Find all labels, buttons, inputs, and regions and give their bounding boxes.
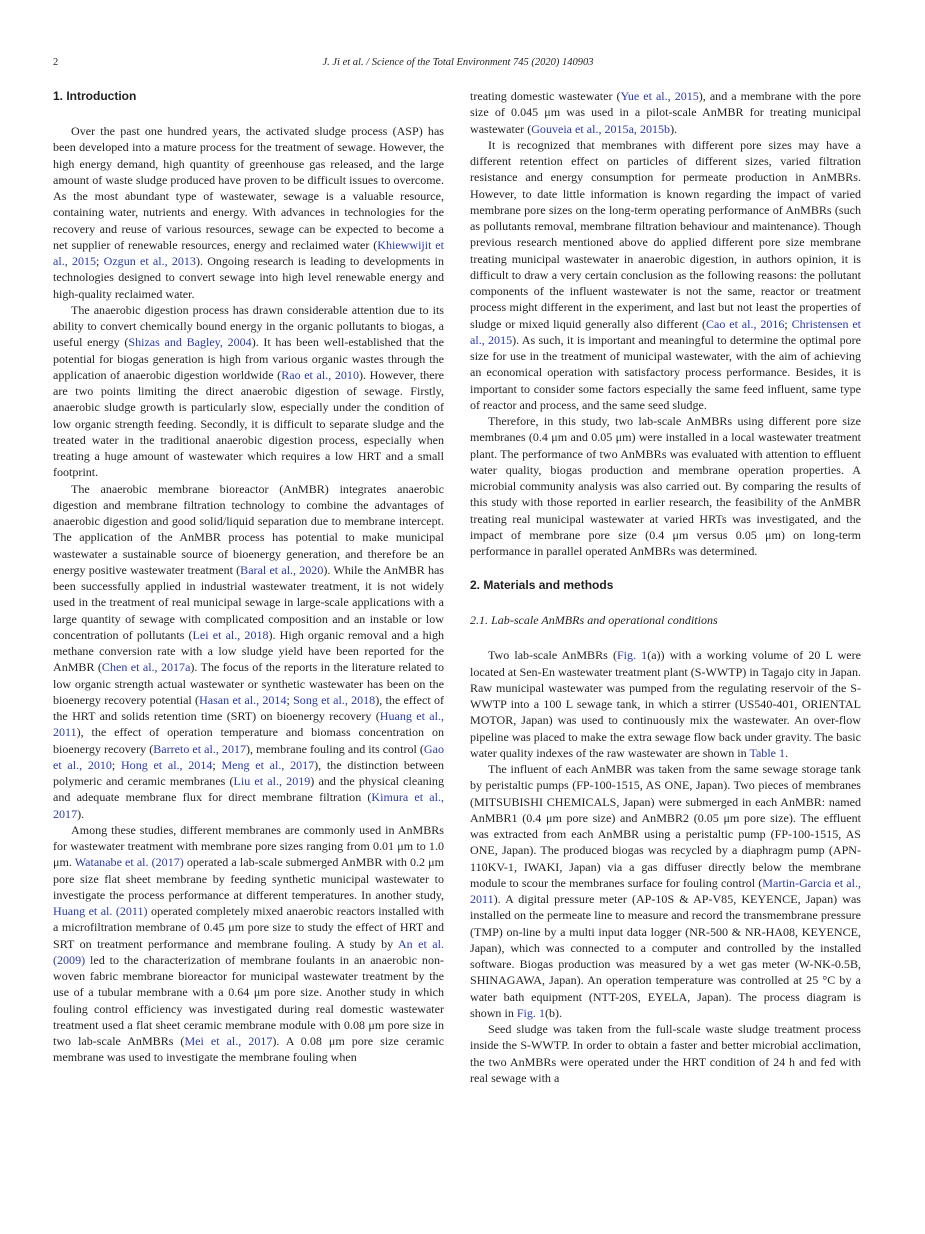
text-run: (a)) with a working volume of 20 L were located at Sen-En wastewater treatment plant (S-WWTP) in Tagajo city in Japan. Raw municipal wastewater was pumped from the regulating reservoir of the S-WWTP into a 100 L sewage tank, in which a stirrer (US540-401, ORIENTAL MOTOR, Japan) was used to continuously mix the wastewater. An over-flow pipeline was placed to make the extra sewage flow back under gravity. The basic water quality indexes of the raw wastewater are shown in xyxy=(470,648,861,760)
text-run: Over the past one hundred years, the activated sludge process (ASP) has been developed into a mature process for the treatment of sewage. However, the high energy demand, high quantity of greenhouse gas released, and the large amount of waste sludge produced have proven to be difficult issues to overcome. As the most abundant type of wastewater, sewage is a valuable resource, containing water, nutrients and energy. With advances in technologies for the recovery and reuse of various resources, sewage can be expected to become a net supplier of renewable resources, energy and reclaimed water ( xyxy=(53,124,444,252)
section-heading-introduction: 1. Introduction xyxy=(53,89,137,103)
text-run: Two lab-scale AnMBRs ( xyxy=(488,648,617,663)
text-run: ; xyxy=(96,254,104,268)
text-run: ), the effect of the HRT and solids retention time (SRT) on bioenergy recovery ( xyxy=(53,692,444,723)
citation-link[interactable]: Cao et al., 2016 xyxy=(706,316,785,331)
citation-link[interactable]: Gouveia et al., 2015a, 2015b xyxy=(531,121,671,136)
text-run: ). A digital pressure meter (AP-10S & AP-V85, KEYENCE, Japan) was installed on the permeate line to measure and record the transmembrane pressure (TMP) on-line by a multi input data logger (NR-500 & NR-HA08, KEYENCE, Japan), which was connected to a computer and controlled by the installed software. Biogas production was measured by a wet gas meter (W-NK-0.5B, SHINAGAWA, Japan). An operation temperature was controlled at 25 °C by a water bath equipment (NTT-20S, EYELA, Japan). The process diagram is shown in xyxy=(470,892,861,1020)
citation-link[interactable]: Huang et al., 2011 xyxy=(53,709,444,740)
paragraph xyxy=(470,88,861,137)
citation-link[interactable]: Martin-Garcia et al., 2011 xyxy=(470,875,861,906)
text-run: ; xyxy=(111,757,121,772)
section-heading-materials-methods: 2. Materials and methods xyxy=(470,578,614,593)
paragraph xyxy=(470,761,861,1021)
text-run: The anaerobic membrane bioreactor (AnMBR) integrates anaerobic digestion and membrane filtration technology to combine the advantages of anaerobic digestion and good solid/liquid separation due to membrane intercept. The application of the AnMBR process has potential to make municipal wastewater a sustainable source of bioenergy generation, and therefore be an energy positive wastewater treatment ( xyxy=(53,481,444,577)
citation-link[interactable]: Rao et al., 2010 xyxy=(281,367,359,382)
text-run: ), membrane fouling and its control ( xyxy=(246,741,424,756)
text-run: operated a lab-scale submerged AnMBR with 0.2 μm pore size flat sheet membrane by feeding synthetic municipal wastewater to investigate the process performance at different temperatures. In another study, xyxy=(53,855,444,902)
text-run: ; xyxy=(784,316,792,331)
text-run: The anaerobic digestion process has drawn considerable attention due to its ability to convert chemically bound energy in the organic pollutants to biogas, a useful energy ( xyxy=(53,302,444,350)
paragraph xyxy=(53,123,444,302)
paragraph xyxy=(470,137,861,413)
text-run: Seed sludge was taken from the full-scale waste sludge treatment process inside the S-WWTP. In order to obtain a faster and better microbial acclimation, the two AnMBRs were operated under the HRT condition of 24 h and fed with real sewage with a xyxy=(470,1022,861,1085)
text-run: ). Ongoing research is leading to developments in technologies designed to convert sewage into high level renewable energy and high-quality reclaimed water. xyxy=(53,254,444,301)
paragraph xyxy=(53,302,444,481)
text-run: ). A 0.08 μm pore size ceramic membrane was used to investigate the membrane fouling when xyxy=(53,1034,444,1065)
text-run: ). As such, it is important and meaningful to determine the optimal pore size for use in the treatment of municipal wastewater, with the aim of achieving an economical operation with satisfactory process performance. Besides, it is important to consider some factors especially the same feed influent, same type of reactor and process, and the same seed sludge. xyxy=(470,332,861,412)
citation-link[interactable]: Fig. 1 xyxy=(616,648,648,663)
citation-link[interactable]: Hong et al., 2014 xyxy=(120,757,213,772)
text-run: ). While the AnMBR has been successfully applied in industrial wastewater treatment, it is not widely used in the treatment of real municipal sewage in large-scale applications with a large quantity of sewage with complicated composition and an instable or low concentration of pollutants ( xyxy=(53,562,444,642)
text-run: operated completely mixed anaerobic reactors installed with a microfiltration membrane of 0.45 μm pore size to study the effect of HRT and SRT on treatment performance and membrane fouling. A study by xyxy=(53,904,444,951)
left-column xyxy=(53,88,444,1066)
citation-link[interactable]: Huang et al. (2011) xyxy=(53,904,148,918)
citation-link[interactable]: Song et al., 2018 xyxy=(293,692,376,707)
citation-link[interactable]: Barreto et al., 2017 xyxy=(153,741,247,756)
text-run: ; xyxy=(286,692,294,707)
citation-link[interactable]: An et al. (2009) xyxy=(53,936,444,967)
citation-link[interactable]: Baral et al., 2020 xyxy=(240,562,324,577)
citation-link[interactable]: Table 1 xyxy=(749,745,786,760)
text-run: Therefore, in this study, two lab-scale AnMBRs using different pore size membranes (0.4 μm and 0.05 μm) were installed in a local wastewater treatment plant. The performance of two AnMBRs was evaluated with attention to effluent water quality, biogas production and membrane operation properties. A microbial community analysis was also carried out. By comparing the results of this study with those reported in earlier research, the feasibility of the AnMBR treating real municipal wastewater at varied HRTs was investigated, and the impact of membrane pore size (0.4 μm versus 0.05 μm) on long-term performance in parallel operated AnMBRs was determined. xyxy=(470,414,861,558)
text-run: led to the characterization of membrane foulants in an anaerobic non-woven fabric membrane bioreactor for municipal wastewater treatment by the use of a tubular membrane with a 0.64 μm pore size. Another study in which fouling control efficiency was investigated during real domestic wastewater treatment used a flat sheet ceramic membrane module with 0.08 μm pore size in two lab-scale AnMBRs ( xyxy=(53,952,444,1048)
paragraph xyxy=(53,822,444,1066)
paragraph xyxy=(470,413,861,559)
page-header xyxy=(53,57,863,73)
citation-link[interactable]: Lei et al., 2018 xyxy=(192,627,269,642)
citation-link[interactable]: Meng et al., 2017 xyxy=(221,757,315,772)
citation-link[interactable]: Mei et al., 2017 xyxy=(184,1034,273,1048)
paragraph xyxy=(53,481,444,822)
citation-link[interactable]: Shizas and Bagley, 2004 xyxy=(128,335,252,350)
paragraph xyxy=(470,1021,861,1086)
text-run: ; xyxy=(212,757,222,772)
text-run: The influent of each AnMBR was taken from the same sewage storage tank by peristaltic pumps (FP-100-1515, AS ONE, Japan). Two pieces of membranes (MITSUBISHI CHEMICALS, Japan) were submerged in each AnMBR: named AnMBR1 (0.4 μm pore size) and AnMBR2 (0.05 μm pore size). The effluent was extracted from each AnMBR using a peristaltic pump (FP-100-1515, AS ONE, Japan). The produced biogas was recycled by a diaphragm pump (APN-110KV-1, IWAKI, Japan) via a gas diffuser directly below the membrane module to scour the membranes surface for fouling control ( xyxy=(470,762,861,890)
text-run: ). The focus of the reports in the literature related to low organic strength actual wastewater or synthetic wastewater has been on the bioenergy recovery potential ( xyxy=(53,660,444,707)
text-run: ). It has been well-established that the potential for biogas generation is high from various organic wastes through the application of anaerobic digestion worldwide ( xyxy=(53,335,444,382)
citation-link[interactable]: Watanabe et al. (2017) xyxy=(74,855,184,870)
citation-link[interactable]: Chen et al., 2017a xyxy=(101,660,191,675)
text-run: It is recognized that membranes with different pore sizes may have a different retention effect on particles of different sizes, varied filtration resistance and energy consumption for permeate production in AnMBRs. However, to date little information is known regarding the impact of varied membrane pore sizes on the long-term operating performance of AnMBRs (such as pollutants removal, membrane filtration behaviour and maintenance). Though previous research mentioned above do applied different pore size membrane treating municipal wastewater in anaerobic digestion, in authors opinion, it is difficult to draw a very certain conclusion as the following reasons: the pollutant components of the influent wastewater is not the same, reactor or treatment process might different in the experiment, and last but not least the properties of sludge or mixed liquid generally also different ( xyxy=(470,137,861,331)
citation-link[interactable]: Gao et al., 2010 xyxy=(53,741,444,772)
subsection-heading: 2.1. Lab-scale AnMBRs and operational conditions xyxy=(470,613,718,628)
right-column xyxy=(470,88,861,1086)
text-run: ), and a membrane with the pore size of 0.045 μm was used in a pilot-scale AnMBR for treating municipal wastewater ( xyxy=(470,89,862,136)
text-run: ). xyxy=(670,121,678,136)
text-run: . xyxy=(785,745,789,760)
citation-link[interactable]: Ozgun et al., 2013 xyxy=(103,254,196,268)
text-run: ), the effect of operation temperature and biomass concentration on bioenergy recovery ( xyxy=(53,725,444,756)
text-run: ) and the physical cleaning and adequate membrane flux for direct membrane filtration ( xyxy=(53,774,444,805)
paragraph xyxy=(470,647,861,761)
text-run: (b). xyxy=(544,1005,563,1020)
citation-link[interactable]: Liu et al., 2019 xyxy=(233,774,311,788)
citation-link[interactable]: Hasan et al., 2014 xyxy=(199,692,287,707)
text-run: ). However, there are two points limiting the direct anaerobic digestion of sewage. Firstly, anaerobic sludge growth is particularly slow, especially under the condition of low organic strength feeding. Secondly, it is difficult to separate sludge and the treated water in the traditional anaerobic digestion process, especially when treating a huge amount of wastewater which requires a low HRT and a small footprint. xyxy=(53,367,444,480)
text-run: ). xyxy=(77,806,85,821)
citation-link[interactable]: Christensen et al., 2015 xyxy=(470,316,862,347)
text-run: ), the distinction between polymeric and ceramic membranes ( xyxy=(53,757,445,788)
running-head: J. Ji et al. / Science of the Total Environment 745 (2020) 140903 xyxy=(322,57,594,68)
text-run: treating domestic wastewater ( xyxy=(470,89,621,103)
citation-link[interactable]: Khiewwijit et al., 2015 xyxy=(53,237,444,268)
page-number: 2 xyxy=(53,57,59,68)
citation-link[interactable]: Yue et al., 2015 xyxy=(620,89,699,103)
text-run: Among these studies, different membranes are commonly used in AnMBRs for wastewater treatment with membrane pore sizes ranging from 0.01 μm to 1.0 μm. xyxy=(53,822,444,870)
citation-link[interactable]: Kimura et al., 2017 xyxy=(53,790,445,821)
citation-link[interactable]: Fig. 1 xyxy=(516,1005,545,1020)
text-run: ). High organic removal and a high methane conversion rate with a low sludge yield have been reported for the AnMBR ( xyxy=(53,627,444,675)
